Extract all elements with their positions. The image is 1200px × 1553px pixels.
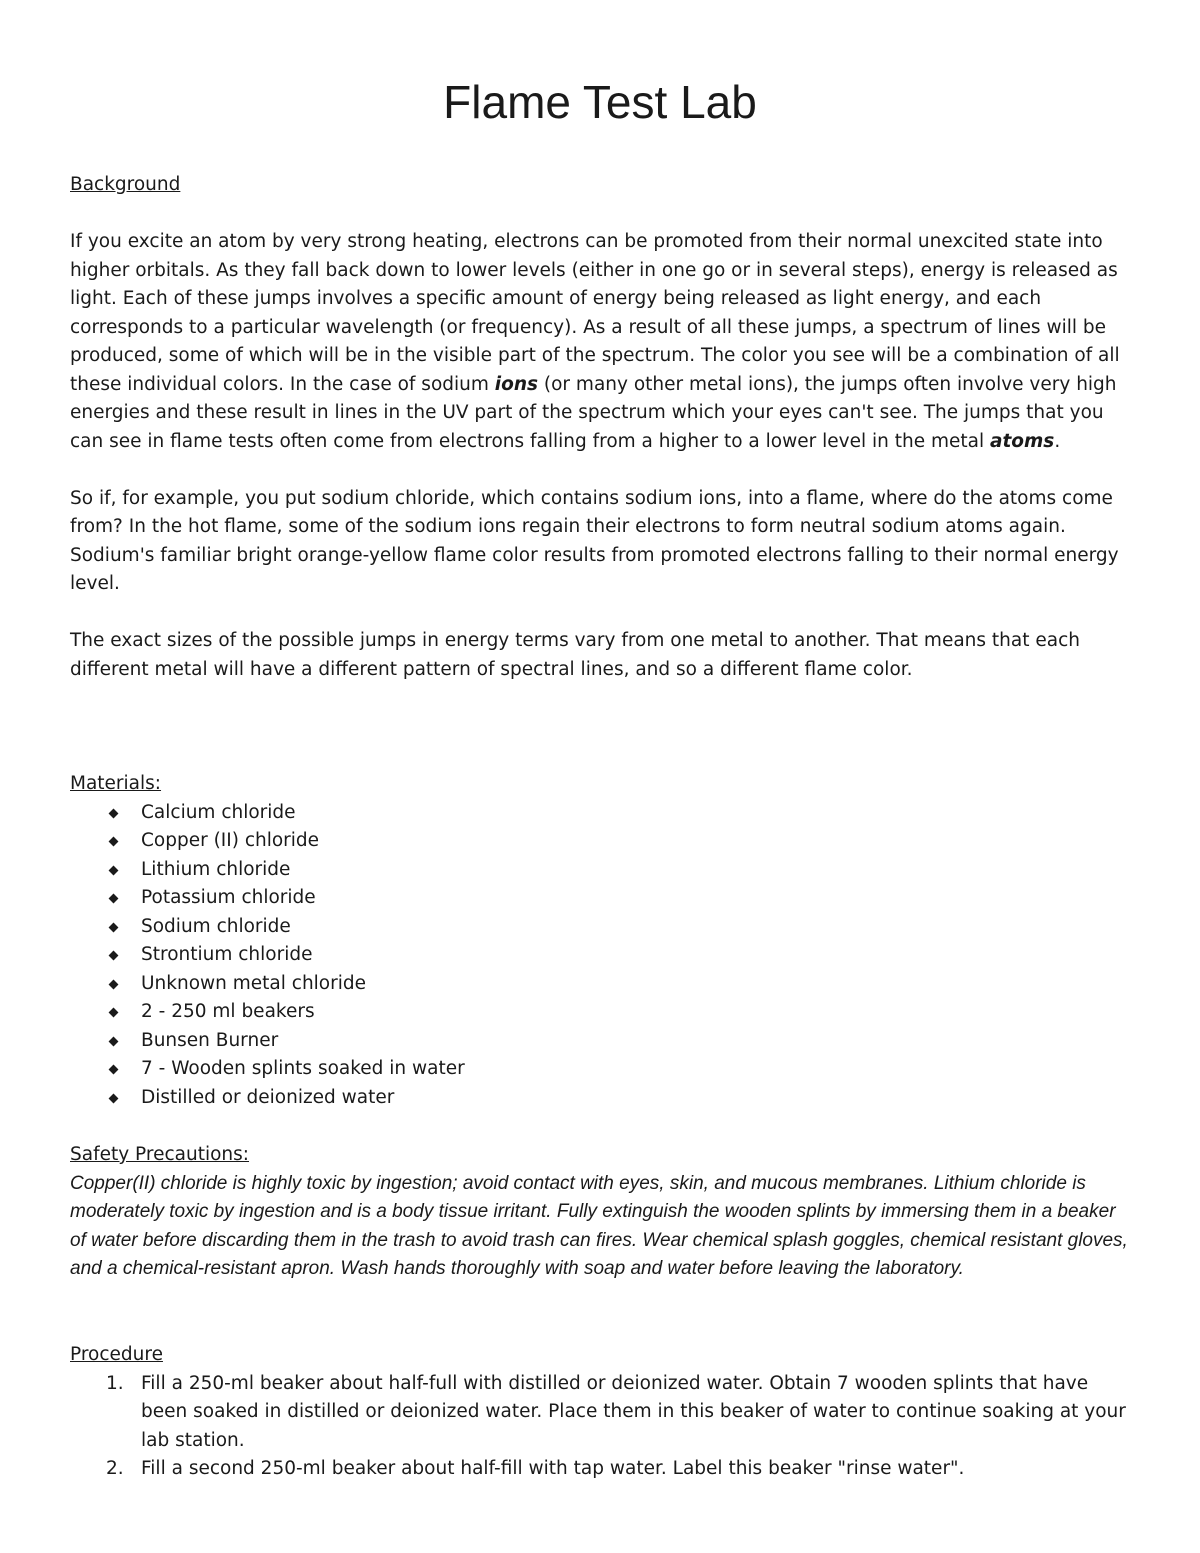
bullet-icon xyxy=(109,837,119,847)
safety-heading: Safety Precautions: xyxy=(70,1144,250,1165)
material-label: Unknown metal chloride xyxy=(141,972,366,994)
background-paragraph-3: The exact sizes of the possible jumps in energy terms vary from one metal to another. That means that each different metal will have a different pattern of spectral lines, and so a different flame color. xyxy=(70,630,1080,680)
background-p1-text-c: . xyxy=(1054,430,1061,452)
step-number: 2. xyxy=(106,1458,124,1479)
list-item xyxy=(70,998,1130,1027)
material-label: Bunsen Burner xyxy=(141,1029,279,1051)
material-label: 2 - 250 ml beakers xyxy=(141,1001,315,1022)
bullet-icon xyxy=(109,979,119,989)
bullet-icon xyxy=(109,1065,119,1075)
list-item xyxy=(70,827,1130,856)
material-label: 7 - Wooden splints soaked in water xyxy=(141,1058,465,1079)
material-label: Strontium chloride xyxy=(141,944,313,965)
background-section xyxy=(70,171,1130,684)
materials-section xyxy=(70,770,1130,1112)
list-item xyxy=(70,1055,1130,1084)
material-label: Potassium chloride xyxy=(141,887,316,908)
bullet-icon xyxy=(109,894,119,904)
procedure-list xyxy=(70,1370,1130,1484)
step-text: Fill a second 250-ml beaker about half-fill with tap water. Label this beaker "rinse water". xyxy=(141,1458,965,1479)
bullet-icon xyxy=(109,808,119,818)
list-item xyxy=(70,856,1130,885)
background-p1-text-a: If you excite an atom by very strong heating, electrons can be promoted from their normal unexcited state into higher orbitals. As they fall back down to lower levels (either in one go or in several steps), energy is released as light. Each of these jumps involves a specific amount of energy being released as light energy, and each corresponds to a particular wavelength (or frequency). As a result of all these jumps, a spectrum of lines will be produced, some of which will be in the visible part of the spectrum. The color you see will be a combination of all these individual colors. In the case of sodium xyxy=(70,231,1120,395)
list-item xyxy=(70,970,1130,999)
emphasis-ions: ions xyxy=(494,373,539,395)
list-item xyxy=(70,884,1130,913)
step-text: Fill a 250-ml beaker about half-full with distilled or deionized water. Obtain 7 wooden splints that have been soaked in distilled or deionized water. Place them in this beaker of water to continue soaking at your lab station. xyxy=(141,1372,1126,1451)
bullet-icon xyxy=(109,922,119,932)
safety-section xyxy=(70,1141,1130,1284)
bullet-icon xyxy=(109,951,119,961)
materials-heading: Materials: xyxy=(70,773,162,794)
bullet-icon xyxy=(109,1036,119,1046)
procedure-section xyxy=(70,1341,1130,1484)
page-title: Flame Test Lab xyxy=(443,76,757,128)
list-item xyxy=(70,1084,1130,1113)
background-paragraph-2: So if, for example, you put sodium chloride, which contains sodium ions, into a flame, where do the atoms come from? In the hot flame, some of the sodium ions regain their electrons to form neutral sodium atoms again. Sodium's familiar bright orange-yellow flame color results from promoted electrons falling to their normal energy level. xyxy=(70,487,1119,594)
bullet-icon xyxy=(109,1093,119,1103)
procedure-step xyxy=(70,1370,1130,1456)
bullet-icon xyxy=(109,865,119,875)
material-label: Copper (II) chloride xyxy=(141,830,320,851)
procedure-step xyxy=(70,1455,1130,1484)
list-item xyxy=(70,913,1130,942)
list-item xyxy=(70,1027,1130,1056)
list-item xyxy=(70,799,1130,828)
background-paragraph-1 xyxy=(70,228,1130,456)
bullet-icon xyxy=(109,1008,119,1018)
material-label: Distilled or deionized water xyxy=(141,1086,395,1108)
list-item xyxy=(70,941,1130,970)
materials-list xyxy=(70,799,1130,1113)
safety-text: Copper(II) chloride is highly toxic by ingestion; avoid contact with eyes, skin, and mucous membranes. Lithium chloride is moderately toxic by ingestion and is a body tissue irritant. Fully extinguish the wooden splints by immersing them in a beaker of water before discarding them in the trash to avoid trash can fires. Wear chemical splash goggles, chemical resistant gloves, and a chemical-resistant apron. Wash hands thoroughly with soap and water before leaving the laboratory. xyxy=(70,1172,1128,1279)
material-label: Lithium chloride xyxy=(141,858,291,880)
background-p1-text-b: (or many other metal ions), the jumps often involve very high energies and these result in lines in the UV part of the spectrum which your eyes can't see. The jumps that you can see in flame tests often come from electrons falling from a higher to a lower level in the metal xyxy=(70,373,1117,452)
background-heading: Background xyxy=(70,174,181,195)
material-label: Calcium chloride xyxy=(141,801,296,823)
step-number: 1. xyxy=(106,1372,124,1394)
procedure-heading: Procedure xyxy=(70,1344,163,1365)
material-label: Sodium chloride xyxy=(141,915,291,937)
emphasis-atoms: atoms xyxy=(989,430,1055,452)
